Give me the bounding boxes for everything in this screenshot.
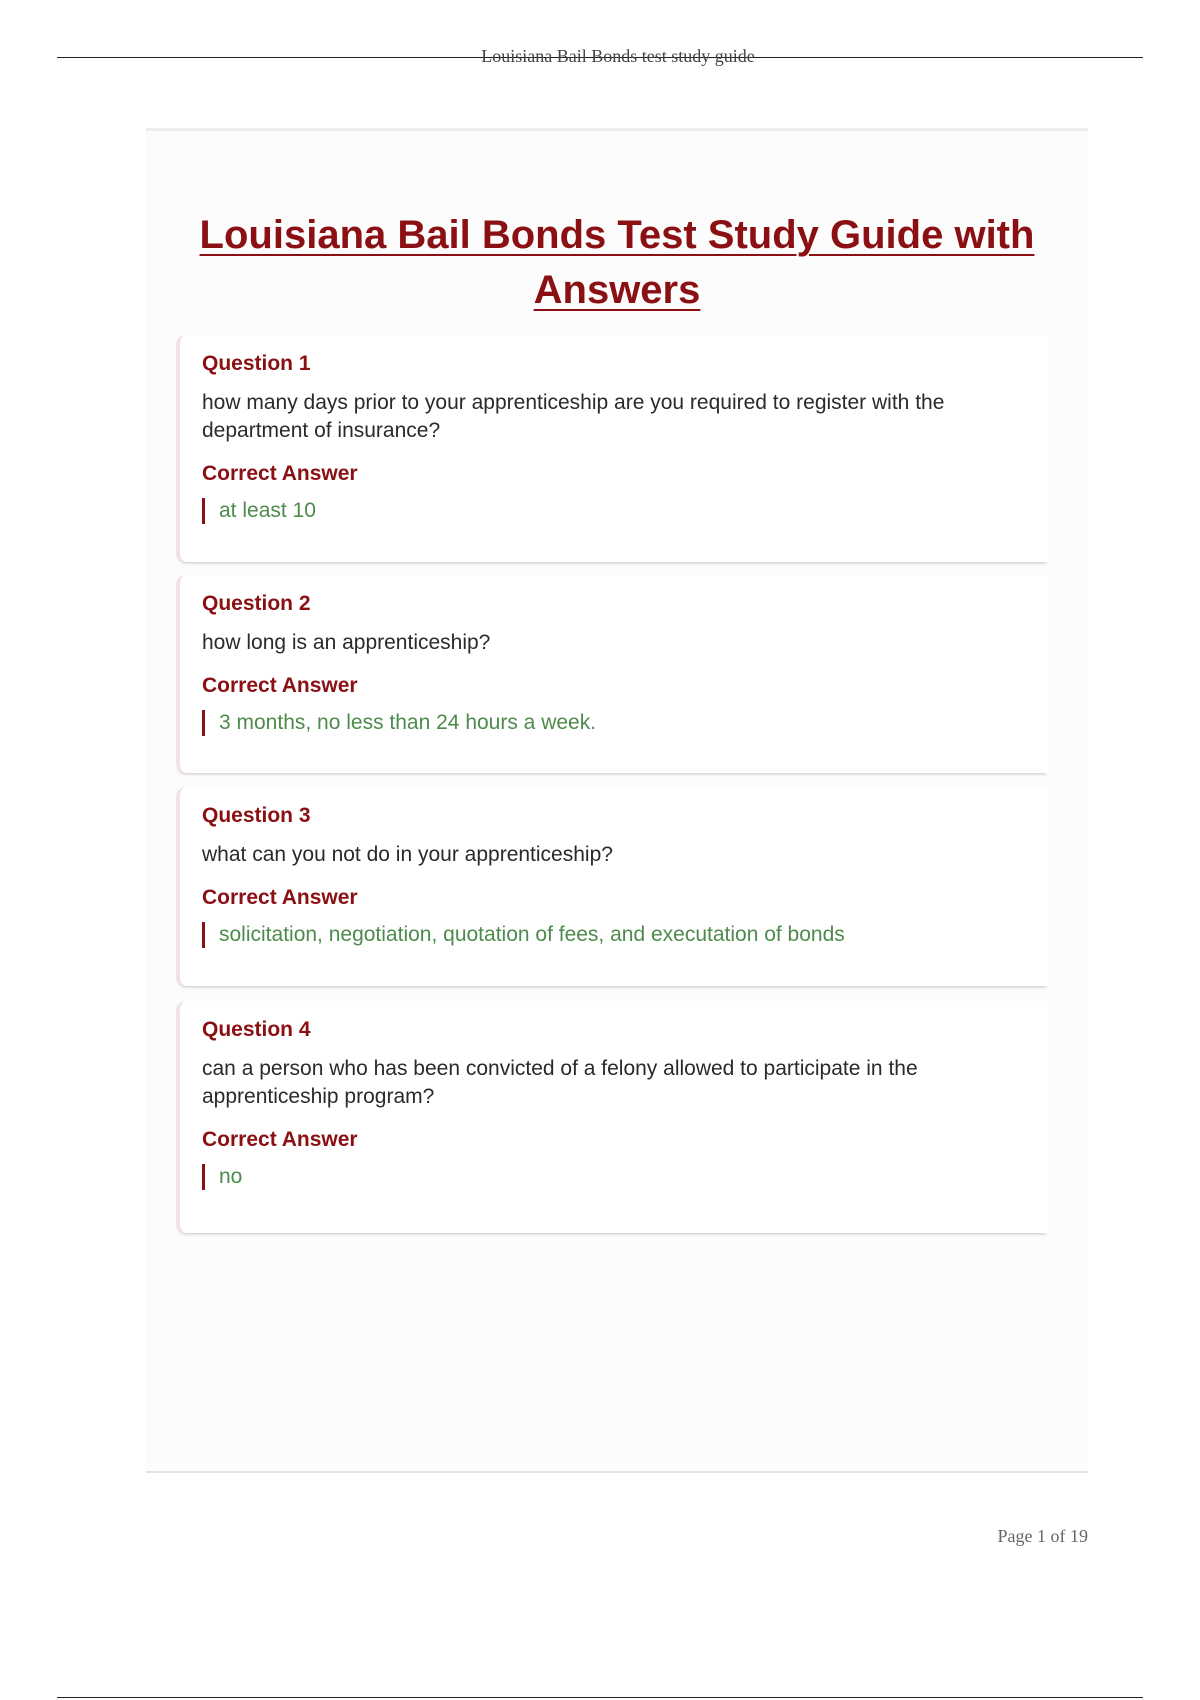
answer-text: solicitation, negotiation, quotation of fees, and executation of bonds (219, 923, 845, 946)
document-title (146, 208, 1088, 318)
correct-answer-label: Correct Answer (202, 886, 358, 909)
correct-answer-label: Correct Answer (202, 674, 358, 697)
correct-answer-label: Correct Answer (202, 1128, 358, 1151)
answer-marker-bar (202, 498, 205, 524)
answer-text: 3 months, no less than 24 hours a week. (219, 711, 597, 734)
answer-row (202, 1163, 1028, 1191)
correct-answer-label: Correct Answer (202, 462, 358, 485)
question-label: Question 3 (202, 804, 311, 827)
document-title-line-1: Louisiana Bail Bonds Test Study Guide with (199, 213, 1035, 257)
answer-row (202, 921, 1028, 949)
answer-row (202, 497, 1028, 525)
question-text: how many days prior to your apprenticeship are you required to register with the department of insurance? (202, 391, 945, 442)
answer-text: at least 10 (219, 499, 316, 522)
question-label: Question 1 (202, 352, 311, 375)
question-text: how long is an apprenticeship? (202, 631, 491, 654)
document-title-line-2: Answers (533, 268, 701, 312)
question-text: can a person who has been convicted of a felony allowed to participate in the apprenticeship program? (202, 1057, 918, 1108)
answer-marker-bar (202, 922, 205, 948)
answer-marker-bar (202, 710, 205, 736)
question-card-4 (176, 1001, 1048, 1233)
answer-row (202, 709, 1028, 737)
running-header: Louisiana Bail Bonds test study guide (481, 46, 755, 66)
question-card-1 (176, 335, 1048, 562)
question-card-3 (176, 787, 1048, 986)
page-number: Page 1 of 19 (997, 1526, 1088, 1546)
question-text: what can you not do in your apprenticeship? (202, 843, 613, 866)
question-label: Question 2 (202, 592, 311, 615)
answer-marker-bar (202, 1164, 205, 1190)
footer-rule (57, 1697, 1143, 1698)
question-card-2 (176, 575, 1048, 773)
answer-text: no (219, 1165, 243, 1188)
question-label: Question 4 (202, 1018, 311, 1041)
